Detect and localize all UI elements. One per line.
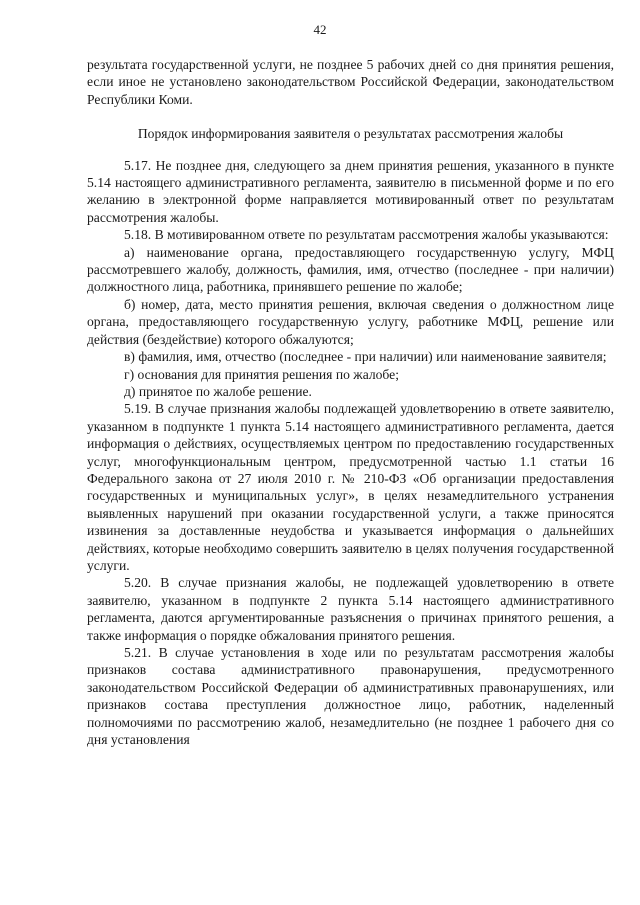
paragraph-5-17: 5.17. Не позднее дня, следующего за днем принятия решения, указанного в пункте 5.14 настоящего административного регламента, заявителю в письменной форме и по его желанию в электронной форме направляется мотивированный ответ по результатам рассмотрения жалобы. bbox=[87, 157, 614, 225]
list-item-a: а) наименование органа, предоставляющего государственную услугу, МФЦ рассмотревшего жалобу, должность, фамилия, имя, отчество (последнее - при наличии) должностного лица, работника, принявшего решение по жалобе; bbox=[87, 244, 614, 295]
paragraph-continuation: результата государственной услуги, не позднее 5 рабочих дней со дня принятия решения, если иное не установлено законодательством Российской Федерации, законодательством Республики Коми. bbox=[87, 57, 614, 107]
document-body bbox=[87, 56, 614, 748]
paragraph-5-20: 5.20. В случае признания жалобы, не подлежащей удовлетворению в ответе заявителю, указанном в подпункте 2 пункта 5.14 настоящего административного регламента, даются аргументированные разъяснения о причинах принятого решения, а также информация о порядке обжалования принятого решения. bbox=[87, 575, 614, 643]
list-item-v: в) фамилия, имя, отчество (последнее - при наличии) или наименование заявителя; bbox=[124, 349, 607, 365]
paragraph-5-19: 5.19. В случае признания жалобы подлежащей удовлетворению в ответе заявителю, указанном в подпункте 1 пункта 5.14 настоящего административного регламента, дается информация о действиях, осуществляемых центром по предоставлению государственных услуг, многофункциональным центром, предусмотренной частью 1.1 статьи 16 Федерального закона от 27 июля 2010 г. № 210-ФЗ «Об организации предоставления государственных и муниципальных услуг», в целях незамедлительного устранения выявленных нарушений при оказании государственной услуги, а также приносятся извинения за доставленные неудобства и указывается информация о дальнейших действиях, которые необходимо совершить заявителю в целях получения государственной услуги. bbox=[87, 401, 614, 573]
list-item-g: г) основания для принятия решения по жалобе; bbox=[124, 366, 399, 382]
list-item-d: д) принятое по жалобе решение. bbox=[124, 383, 312, 399]
section-heading: Порядок информирования заявителя о результатах рассмотрения жалобы bbox=[137, 126, 564, 142]
page-number: 42 bbox=[313, 22, 327, 37]
paragraph-5-18: 5.18. В мотивированном ответе по результатам рассмотрения жалобы указываются: bbox=[124, 227, 609, 243]
list-item-b: б) номер, дата, место принятия решения, включая сведения о должностном лице органа, предоставляющего государственную услугу, работнике МФЦ, решение или действия (бездействие) которого обжалуются; bbox=[87, 296, 614, 347]
paragraph-5-21: 5.21. В случае установления в ходе или по результатам рассмотрения жалобы признаков состава административного правонарушения, предусмотренного законодательством Российской Федерации об административных правонарушениях, или признаков состава преступления должностное лицо, работник, наделенный полномочиями по рассмотрению жалоб, незамедлительно (не позднее 1 рабочего дня со дня установления bbox=[87, 645, 614, 748]
